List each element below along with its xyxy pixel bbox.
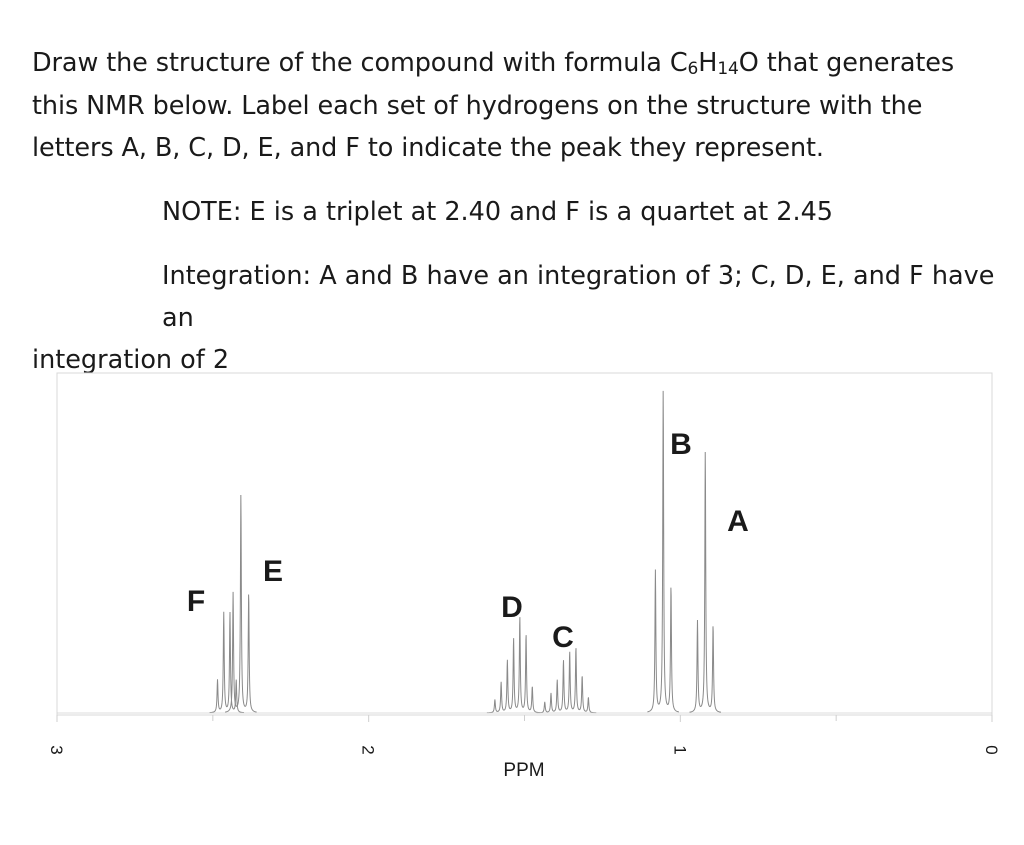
peak-label-b: B bbox=[670, 428, 692, 461]
question-paragraph bbox=[32, 42, 1007, 170]
spectrum-peaks bbox=[57, 391, 992, 713]
question-part-2: O that generates this NMR below. Label each set of hydrogens on the structure with the letters A, B, C, D, E, and F to indicate the peak they represent. bbox=[32, 48, 955, 163]
plot-frame bbox=[57, 373, 992, 715]
peak-c bbox=[537, 648, 597, 713]
question-text bbox=[32, 42, 1007, 170]
x-axis-label: PPM bbox=[503, 760, 545, 781]
carbon-subscript: 6 bbox=[687, 59, 699, 79]
peak-label-d: D bbox=[501, 591, 523, 624]
integration-line-2: integration of 2 bbox=[32, 345, 230, 375]
tick-label: 3 bbox=[47, 745, 66, 755]
hydrogen-symbol: H bbox=[698, 48, 718, 78]
peak-label-f: F bbox=[186, 585, 206, 618]
hydrogen-subscript: 14 bbox=[717, 59, 739, 79]
peak-e bbox=[225, 495, 257, 712]
tick-label: 2 bbox=[358, 745, 378, 755]
x-axis-ticks bbox=[47, 715, 1001, 755]
peak-label-c: C bbox=[552, 621, 574, 654]
integration-line-1: Integration: A and B have an integration of 3; C, D, E, and F have an bbox=[162, 261, 995, 333]
peak-label-a: A bbox=[727, 505, 749, 538]
question-part-1: Draw the structure of the compound with formula C bbox=[32, 48, 688, 78]
peak-label-e: E bbox=[262, 555, 284, 588]
nmr-spectrum-chart bbox=[0, 360, 1024, 790]
note-text: NOTE: E is a triplet at 2.40 and F is a quartet at 2.45 bbox=[162, 197, 834, 227]
tick-label: 0 bbox=[982, 745, 1001, 755]
tick-label: 1 bbox=[670, 745, 690, 755]
peak-a bbox=[689, 452, 721, 712]
peak-d bbox=[487, 617, 540, 713]
